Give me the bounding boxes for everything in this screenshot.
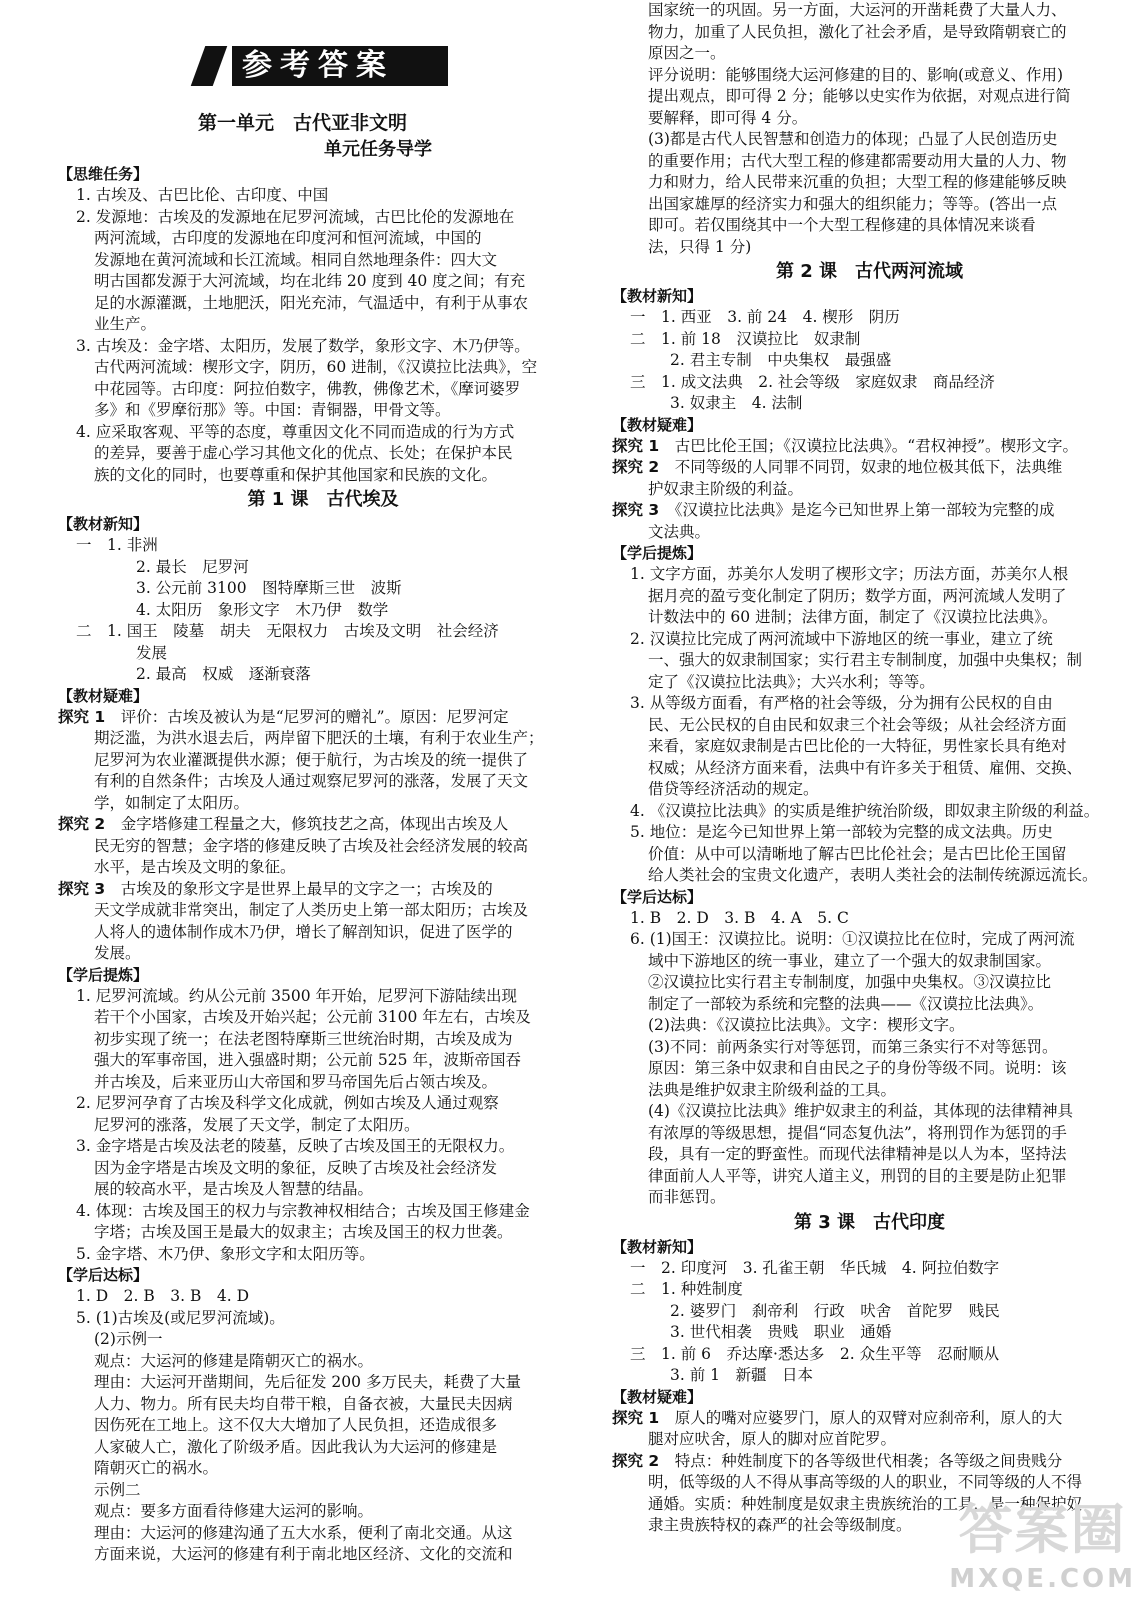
answer-line: 护奴隶主阶级的利益。	[648, 479, 804, 498]
answer-line: 定了《汉谟拉比法典》；大兴水利；等等。	[648, 672, 935, 691]
answer-line: 观点：大运河的修建是隋朝灭亡的祸水。	[94, 1351, 374, 1370]
answer-line: 中花园等。古印度：阿拉伯数字，佛教，佛像艺术，《摩诃婆罗	[94, 379, 521, 398]
inquiry-text: 特点：种姓制度下的各等级世代相袭；各等级之间贵贱分	[659, 1451, 1063, 1470]
watermark-logo: 答案圈	[958, 1498, 1127, 1561]
answer-line: 字塔；古埃及国王是最大的奴隶主；古埃及国王的权力世袭。	[94, 1223, 513, 1241]
answer-line: 1. D 2. B 3. B 4. D	[76, 1287, 249, 1305]
answer-line: 4. 《汉谟拉比法典》的实质是维护统治阶级，即奴隶主阶级的利益。	[630, 801, 1100, 820]
inquiry-line	[612, 1451, 1127, 1473]
answer-line: 国家统一的巩固。另一方面，大运河的开凿耗费了大量人力、	[648, 1, 1067, 19]
lesson-title: 第 3 课 古代印度	[793, 1211, 946, 1233]
answer-line: 尼罗河的涨落，发展了天文学，制定了太阳历。	[94, 1115, 420, 1134]
answer-line: 制定了一部较为系统和完整的法典——《汉谟拉比法典》。	[648, 994, 1044, 1013]
right-column	[612, 0, 1127, 1537]
answer-line: 2. 最高 权威 逐渐衰落	[136, 665, 311, 683]
answer-line: 3. 前 1 新疆 日本	[670, 1366, 814, 1384]
inquiry-label: 探究 2	[58, 815, 106, 833]
inquiry-line	[612, 457, 1127, 479]
inquiry-text: 不同等级的人同罪不同罚，奴隶的地位极其低下，法典维	[659, 458, 1063, 476]
section-heading: 【学后提炼】	[58, 965, 149, 984]
banner-title: 参考答案	[232, 46, 448, 86]
answer-line: 1. 古埃及、古巴比伦、古印度、中国	[76, 186, 329, 204]
section-heading: 【教材疑难】	[612, 415, 703, 434]
watermark-url: MXQE.COM	[949, 1564, 1136, 1594]
answer-line: 3. 金字塔是古埃及法老的陵墓，反映了古埃及国王的无限权力。	[76, 1137, 515, 1155]
section-heading: 【学后达标】	[612, 887, 703, 906]
inquiry-line	[612, 436, 1127, 458]
left-column	[58, 0, 588, 1566]
answer-line: 4. 应采取客观、平等的态度，尊重因文化不同而造成的行为方式	[76, 422, 515, 441]
answer-line: 学，如制定了太阳历。	[94, 793, 250, 812]
inquiry-text: 评价：古埃及被认为是“尼罗河的赠礼”。原因：尼罗河定	[105, 707, 509, 726]
inquiry-text: 古埃及的象形文字是世界上最早的文字之一；古埃及的	[105, 879, 493, 898]
answer-line: 文法典。	[648, 522, 711, 541]
inquiry-text: 金字塔修建工程量之大，修筑技艺之高，体现出古埃及人	[105, 815, 509, 833]
answer-line: 3. 世代相袭 贵贱 职业 通婚	[670, 1323, 892, 1341]
inquiry-line	[612, 1408, 1127, 1430]
answer-line: 足的水源灌溉，土地肥沃，阳光充沛，气温适中，有利于从事农	[94, 293, 529, 312]
answer-line: 物力，加重了人民负担，激化了社会矛盾，是导致隋朝衰亡的	[648, 22, 1067, 41]
inquiry-label: 探究 2	[612, 458, 660, 476]
answer-line: 2. 最长 尼罗河	[136, 557, 249, 576]
answer-line: 示例二	[94, 1480, 141, 1499]
watermark	[949, 1487, 1136, 1594]
section-heading: 【教材新知】	[612, 287, 703, 305]
answer-line: 1. 尼罗河流域。约从公元前 3500 年开始，尼罗河下游陆续出现	[76, 986, 518, 1005]
answer-line: (3)都是古代人民智慧和创造力的体现；凸显了人民创造历史	[648, 130, 1058, 148]
answer-key-banner	[198, 42, 448, 110]
answer-line: ②汉谟拉比实行君主专制制度，加强中央集权。③汉谟拉比	[648, 973, 1052, 991]
lesson-title: 第 1 课 古代埃及	[247, 489, 399, 510]
answer-line: 民无穷的智慧；金字塔的修建反映了古埃及社会经济发展的较高	[94, 836, 529, 855]
answer-line: 天文学成就非常突出，制定了人类历史上第一部太阳历；古埃及	[94, 901, 529, 919]
inquiry-text: 《汉谟拉比法典》是迄今已知世界上第一部较为完整的成	[659, 501, 1055, 519]
inquiry-label: 探究 1	[612, 1408, 660, 1427]
answer-line: 要解释，即可得 4 分。	[648, 108, 808, 127]
answer-line: 发展。	[94, 944, 141, 962]
answer-line: 两河流域，古印度的发源地在印度河和恒河流域，中国的	[94, 229, 482, 247]
answer-line: 因伤死在工地上。这不仅大大增加了人民负担，还造成很多	[94, 1416, 498, 1434]
answer-line: 1. 文字方面，苏美尔人发明了楔形文字；历法方面，苏美尔人根	[630, 565, 1069, 583]
answer-line: 借贷等经济活动的规定。	[648, 780, 819, 798]
answer-line: 力和财力，给人民带来沉重的负担；大型工程的修建能够反映	[648, 173, 1067, 191]
answer-line: 评分说明：能够围绕大运河修建的目的、影响(或意义、作用)	[648, 65, 1064, 84]
banner-slash-icon	[191, 46, 228, 86]
answer-line: 5. (1)古埃及(或尼罗河流域)。	[76, 1308, 285, 1327]
answer-line: 因为金字塔是古埃及文明的象征，反映了古埃及社会经济发	[94, 1158, 498, 1177]
answer-line: 理由：大运河的修建沟通了五大水系，便利了南北交通。从这	[94, 1523, 513, 1542]
answer-line: 提出观点，即可得 2 分；能够以史实作为依据，对观点进行简	[648, 87, 1071, 105]
inquiry-line	[58, 879, 588, 901]
answer-line: 4. 太阳历 象形文字 木乃伊 数学	[136, 600, 389, 619]
answer-line: 段，具有一定的野蛮性。而现代法律精神是以人为本，坚持法	[648, 1145, 1067, 1163]
answer-line: 古代两河流域：楔形文字，阴历，60 进制，《汉谟拉比法典》，空	[94, 358, 538, 376]
unit-title: 第一单元 古代亚非文明	[198, 112, 408, 134]
answer-line: 据月亮的盈亏变化制定了阴历；数学方面，两河流域人发明了	[648, 586, 1067, 605]
inquiry-line	[58, 707, 588, 729]
section-heading: 【教材新知】	[58, 515, 149, 533]
inquiry-label: 探究 2	[612, 1451, 660, 1470]
answer-line: 而非惩罚。	[648, 1188, 726, 1206]
answer-line: 3. 公元前 3100 图特摩斯三世 波斯	[136, 579, 402, 597]
answer-line: 有浓厚的等级思想，提倡“同态复仇法”，将刑罚作为惩罚的手	[648, 1123, 1067, 1142]
inquiry-label: 探究 3	[612, 501, 660, 519]
answer-line: 族的文化的同时，也要尊重和保护其他国家和民族的文化。	[94, 465, 498, 484]
inquiry-label: 探究 3	[58, 879, 106, 898]
section-heading: 【教材新知】	[612, 1237, 703, 1256]
answer-line: 隋朝灭亡的祸水。	[94, 1459, 219, 1477]
answer-line: 的重要作用；古代大型工程的修建都需要动用大量的人力、物	[648, 151, 1067, 170]
answer-line: 一 2. 印度河 3. 孔雀王朝 华氏城 4. 阿拉伯数字	[630, 1258, 1000, 1277]
answer-line: 给人类社会的宝贵文化遗产，表明人类社会的法制传统源远流长。	[648, 866, 1098, 884]
answer-line: (2)法典：《汉谟拉比法典》。文字：楔形文字。	[648, 1016, 965, 1034]
answer-line: 法典是维护奴隶主阶级利益的工具。	[648, 1080, 897, 1099]
answer-line: 2. 尼罗河孕育了古埃及科学文化成就，例如古埃及人通过观察	[76, 1094, 499, 1112]
answer-line: 5. 地位：是迄今已知世界上第一部较为完整的成文法典。历史	[630, 823, 1053, 841]
answer-line: 三 1. 前 6 乔达摩·悉达多 2. 众生平等 忍耐顺从	[630, 1344, 1000, 1363]
inquiry-line	[612, 500, 1127, 522]
section-heading: 【学后提炼】	[612, 544, 703, 562]
answer-line: 3. 古埃及：金字塔、太阳历，发展了数学，象形文字、木乃伊等。	[76, 336, 530, 355]
answer-line: 观点：要多方面看待修建大运河的影响。	[94, 1502, 374, 1520]
lesson-title: 第 2 课 古代两河流域	[775, 261, 964, 282]
answer-line: 初步实现了统一；在法老图特摩斯三世统治时期，古埃及成为	[94, 1029, 513, 1048]
answer-line: 一 1. 非洲	[76, 536, 158, 554]
answer-line: 明古国都发源于大河流域，均在北纬 20 度到 40 度之间；有充	[94, 272, 526, 290]
answer-line: 人将人的遗体制作成木乃伊，增长了解剖知识，促进了医学的	[94, 922, 513, 941]
answer-line: 通婚。实质：种姓制度是奴隶主贵族统治的工具，是一种保护奴	[648, 1494, 1083, 1513]
answer-line: 律面前人人平等，讲究人道主义，刑罚的目的主要是防止犯罪	[648, 1166, 1067, 1185]
inquiry-text: 古巴比伦王国；《汉谟拉比法典》。“君权神授”。楔形文字。	[659, 436, 1079, 455]
answer-line: 权威；从经济方面来看，法典中有许多关于租赁、雇佣、交换、	[648, 758, 1083, 777]
answer-line: (2)示例一	[94, 1330, 163, 1348]
answer-line: 2. 发源地：古埃及的发源地在尼罗河流域，古巴比伦的发源地在	[76, 207, 515, 226]
answer-line: 5. 金字塔、木乃伊、象形文字和太阳历等。	[76, 1244, 375, 1263]
answer-line: 展的较高水平，是古埃及人智慧的结晶。	[94, 1180, 374, 1198]
inquiry-label: 探究 1	[58, 707, 106, 726]
answer-line: 方面来说，大运河的修建有利于南北地区经济、文化的交流和	[94, 1545, 513, 1563]
answer-line: 3. 从等级方面看，有严格的社会等级，分为拥有公民权的自由	[630, 694, 1053, 712]
answer-line: 理由：大运河开凿期间，先后征发 200 多万民夫，耗费了大量	[94, 1373, 521, 1391]
answer-line: 4. 体现：古埃及国王的权力与宗教神权相结合；古埃及国王修建金	[76, 1201, 530, 1220]
section-heading: 【思维任务】	[58, 165, 149, 183]
answer-line: 2. 婆罗门 刹帝利 行政 吠舍 首陀罗 贱民	[670, 1301, 1000, 1320]
answer-line: 一 1. 西亚 3. 前 24 4. 楔形 阴历	[630, 308, 900, 326]
inquiry-line	[58, 814, 588, 836]
inquiry-label: 探究 1	[612, 436, 660, 455]
answer-line: 1. B 2. D 3. B 4. A 5. C	[630, 908, 849, 927]
answer-line: 三 1. 成文法典 2. 社会等级 家庭奴隶 商品经济	[630, 372, 995, 391]
answer-line: 原因：第三条中奴隶和自由民之子的身份等级不同。说明：该	[648, 1059, 1067, 1077]
answer-line: 若干个小国家，古埃及开始兴起；公元前 3100 年左右，古埃及	[94, 1008, 531, 1026]
answer-line: 并古埃及，后来亚历山大帝国和罗马帝国先后占领古埃及。	[94, 1072, 498, 1091]
section-heading: 【教材疑难】	[612, 1387, 703, 1406]
answer-line: 计数法中的 60 进制；法律方面，制定了《汉谟拉比法典》。	[648, 608, 1058, 626]
answer-line: 出国家雄厚的经济实力和强大的组织能力；等等。(答出一点	[648, 194, 1058, 213]
answer-line: 法，只得 1 分)	[648, 237, 752, 256]
answer-line: 强大的军事帝国，进入强盛时期；公元前 525 年，波斯帝国吞	[94, 1051, 521, 1069]
answer-line: 二 1. 国王 陵墓 胡夫 无限权力 古埃及文明 社会经济	[76, 622, 499, 640]
answer-line: 域中下游地区的统一事业，建立了一个强大的奴隶制国家。	[648, 951, 1052, 970]
answer-line: 腿对应吠舍，原人的脚对应首陀罗。	[648, 1430, 897, 1448]
answer-line: (3)不同：前两条实行对等惩罚，而第三条实行不对等惩罚。	[648, 1037, 1058, 1056]
answer-line: 2. 君主专制 中央集权 最强盛	[670, 351, 892, 369]
answer-line: 3. 奴隶主 4. 法制	[670, 394, 803, 412]
answer-line: 发源地在黄河流域和长江流域。相同自然地理条件：四大文	[94, 250, 498, 269]
inquiry-text: 原人的嘴对应婆罗门，原人的双臂对应刹帝利，原人的大	[659, 1408, 1063, 1427]
answer-line: 一、强大的奴隶制国家；实行君主专制制度，加强中央集权；制	[648, 651, 1083, 669]
answer-line: 有利的自然条件；古埃及人通过观察尼罗河的涨落，发展了天文	[94, 772, 529, 790]
answer-line: (4)《汉谟拉比法典》维护奴隶主的利益，其体现的法律精神具	[648, 1102, 1073, 1120]
answer-line: 原因之一。	[648, 44, 726, 62]
answer-line: 多》和《罗摩衍那》等。中国：青铜器，甲骨文等。	[94, 401, 451, 419]
answer-line: 明，低等级的人不得从事高等级的人的职业，不同等级的人不得	[648, 1473, 1083, 1491]
answer-line: 水平，是古埃及文明的象征。	[94, 858, 296, 876]
answer-line: 6. (1)国王：汉谟拉比。说明：①汉谟拉比在位时，完成了两河流	[630, 930, 1075, 948]
section-heading: 【学后达标】	[58, 1266, 149, 1284]
answer-line: 尼罗河为农业灌溉提供水源；便于航行，为古埃及的统一提供了	[94, 750, 529, 769]
answer-line: 人家破人亡，激化了阶级矛盾。因此我认为大运河的修建是	[94, 1437, 498, 1456]
answer-line: 人力、物力。所有民夫均自带干粮，自备衣被，大量民夫因病	[94, 1394, 513, 1413]
left-answer-lines	[58, 164, 588, 1566]
unit-subtitle: 单元任务导学	[324, 139, 432, 160]
answer-line: 发展	[136, 643, 168, 662]
right-answer-lines	[612, 0, 1127, 1537]
answer-line: 即可。若仅围绕其中一个大型工程修建的具体情况来谈看	[648, 216, 1036, 234]
answer-line: 隶主贵族特权的森严的社会等级制度。	[648, 1516, 912, 1534]
answer-line: 的差异，要善于虚心学习其他文化的优点、长处；在保护本民	[94, 444, 513, 462]
answer-line: 价值：从中可以清晰地了解古巴比伦社会；是古巴比伦王国留	[648, 844, 1067, 863]
answer-line: 2. 汉谟拉比完成了两河流域中下游地区的统一事业，建立了统	[630, 629, 1053, 648]
answer-line: 二 1. 前 18 汉谟拉比 奴隶制	[630, 329, 861, 348]
answer-line: 民、无公民权的自由民和奴隶三个社会等级；从社会经济方面	[648, 715, 1067, 734]
answer-line: 期泛滥，为洪水退去后，两岸留下肥沃的土壤，有利于农业生产；	[94, 729, 544, 747]
section-heading: 【教材疑难】	[58, 686, 149, 705]
answer-line: 二 1. 种姓制度	[630, 1280, 743, 1298]
answer-line: 业生产。	[94, 315, 157, 333]
answer-line: 来看，家庭奴隶制是古巴比伦的一大特征，男性家长具有绝对	[648, 737, 1067, 755]
